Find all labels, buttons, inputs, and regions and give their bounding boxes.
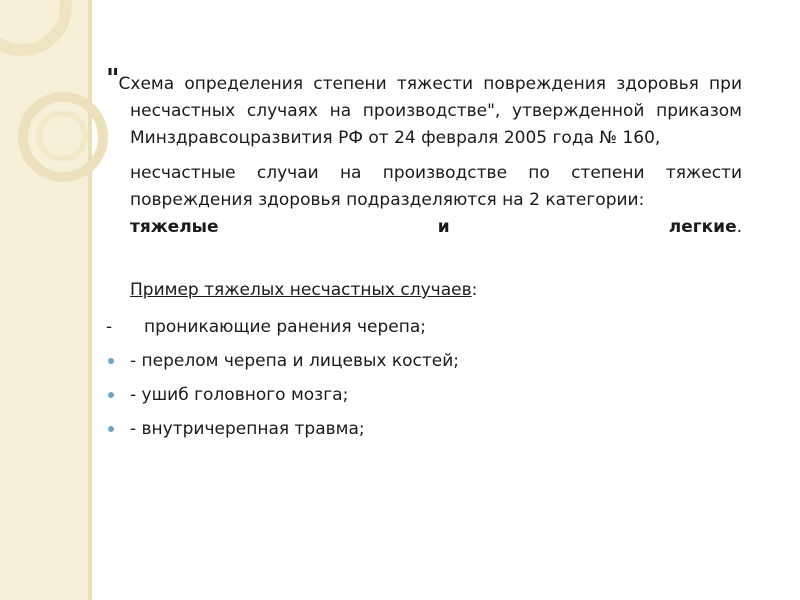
list-item-text: - перелом черепа и лицевых костей;	[130, 351, 460, 371]
categories-text: несчастные случаи на производстве по степени тяжести повреждения здоровья подразделяются на 2 категории:	[130, 163, 742, 210]
intro-text: Схема определения степени тяжести повреждения здоровья при несчастных случаях на производстве", утвержденной приказом Минздравсоцразвития РФ от 24 февраля 2005 года № 160,	[118, 74, 742, 148]
category-light: легкие	[668, 217, 737, 237]
category-heavy: тяжелые	[130, 217, 219, 237]
list-item	[106, 344, 742, 378]
example-heading-text: Пример тяжелых несчастных случаев	[130, 280, 472, 300]
categories-line	[106, 214, 742, 241]
list-item	[106, 378, 742, 412]
category-light-wrap	[669, 214, 742, 241]
bullet-icon	[108, 426, 114, 432]
bullet-icon	[108, 358, 114, 364]
list-item-text: проникающие ранения черепа;	[144, 317, 426, 337]
slide-content	[106, 66, 742, 446]
opening-quote: "	[106, 64, 119, 94]
list-item-text: - ушиб головного мозга;	[130, 385, 349, 405]
decorative-side-band	[0, 0, 88, 600]
list-item-text: - внутричерепная травма;	[130, 419, 365, 439]
example-heading	[106, 277, 742, 304]
category-end: .	[736, 217, 742, 237]
list-item	[106, 310, 742, 344]
intro-paragraph	[106, 66, 742, 152]
categories-paragraph	[106, 160, 742, 214]
dash-marker: -	[106, 317, 113, 337]
decorative-ring	[36, 110, 88, 162]
list-item	[106, 412, 742, 446]
category-and: и	[437, 217, 450, 237]
decorative-band-edge	[88, 0, 92, 600]
bullet-icon	[108, 392, 114, 398]
injury-list	[106, 310, 742, 446]
example-heading-colon: :	[471, 280, 478, 300]
